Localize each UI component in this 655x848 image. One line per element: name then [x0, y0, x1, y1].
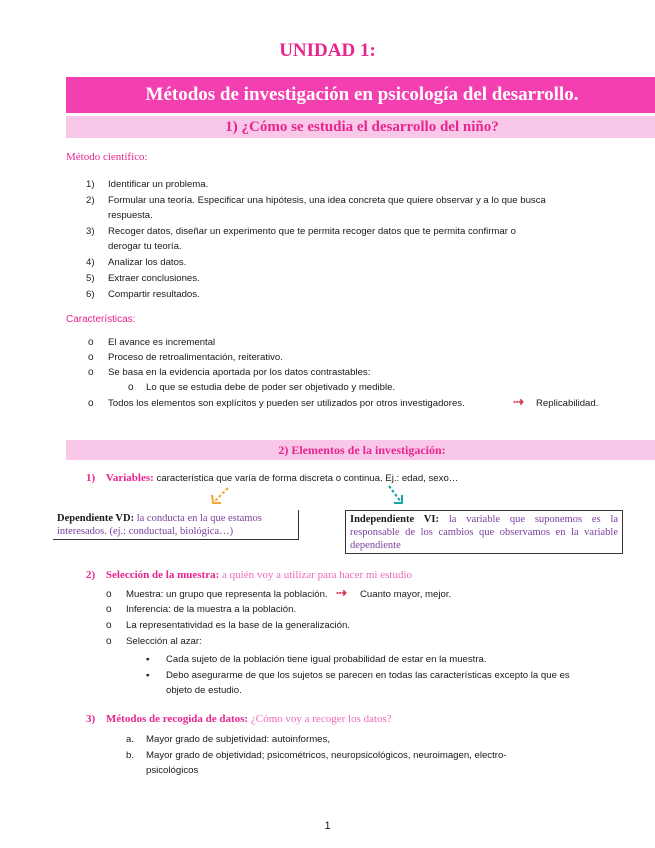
list-item: b. Mayor grado de objetividad; psicométricos, neuropsicológicos, neuroimagen, electro- psicológicos [126, 750, 507, 776]
list-item: o El avance es incremental [88, 337, 216, 348]
bullet-circle-icon: o [106, 589, 112, 600]
list-item: 4) Analizar los datos. [86, 257, 187, 268]
arrow-down-left-icon [206, 486, 236, 508]
caracteristicas-label: Características: [66, 314, 136, 325]
list-item: o Se basa en la evidencia aportada por los datos contrastables: [88, 367, 371, 378]
metodos-list [126, 733, 626, 779]
list-item: 2) Formular una teoría. Especificar una hipótesis, una idea concreta que quiere observar y a lo que busca respuesta. [86, 195, 546, 221]
list-item: o La representatividad es la base de la generalización. [106, 620, 351, 631]
dependiente-box: Dependiente VD: la conducta en la que estamos interesados. (ej.: conductual, biológica…) [53, 510, 299, 540]
bullet-circle-icon: o [88, 398, 94, 409]
unit-title: UNIDAD 1: [279, 40, 376, 61]
list-item: o Todos los elementos son explícitos y pueden ser utilizados por otros investigadores. ⇢ Replicabilidad. [88, 394, 599, 409]
caracteristicas-list [88, 336, 648, 412]
list-item: ▪ Cada sujeto de la población tiene igual probabilidad de estar en la muestra. [146, 654, 487, 665]
muestra-list [106, 585, 636, 699]
list-item: o Proceso de retroalimentación, reiterativo. [88, 352, 283, 363]
list-item: 5) Extraer conclusiones. [86, 273, 200, 284]
list-item: 6) Compartir resultados. [86, 289, 200, 300]
bullet-circle-icon: o [128, 382, 134, 393]
section2-banner [66, 440, 655, 460]
main-banner [66, 77, 655, 113]
list-item: 3) Recoger datos, diseñar un experimento que te permita recoger datos que te permita confirmar o derogar tu teoría. [86, 226, 516, 252]
bullet-circle-icon: o [88, 337, 94, 348]
section1-banner [66, 116, 655, 138]
list-item: o Muestra: un grupo que representa la población. ⇢ Cuanto mayor, mejor. [106, 585, 452, 600]
arrow-right-icon: ⇢ [513, 394, 524, 409]
bullet-circle-icon: o [88, 367, 94, 378]
bullet-square-icon: ▪ [146, 654, 150, 665]
bullet-circle-icon: o [88, 352, 94, 363]
section2-heading: 2) Elementos de la investigación: [278, 443, 446, 457]
bullet-square-icon: ▪ [146, 670, 150, 681]
section1-heading: 1) ¿Cómo se estudia el desarrollo del niño? [225, 119, 499, 135]
main-banner-text: Métodos de investigación en psicología del desarrollo. [145, 84, 579, 105]
bullet-circle-icon: o [106, 604, 112, 615]
metodos-line: 3) Métodos de recogida de datos: ¿Cómo voy a recoger los datos? [86, 713, 392, 725]
arrow-right-icon: ⇢ [336, 585, 347, 600]
variables-line: 1) Variables: característica que varía de forma discreta o continua. Ej.: edad, sexo… [86, 472, 459, 484]
list-item: a. Mayor grado de subjetividad: autoinformes, [126, 734, 330, 745]
page-number: 1 [324, 820, 331, 832]
steps-list [86, 178, 626, 304]
muestra-line: 2) Selección de la muestra: a quién voy a utilizar para hacer mi estudio [86, 569, 412, 581]
bullet-circle-icon: o [106, 620, 112, 631]
list-item: o Inferencia: de la muestra a la población. [106, 604, 297, 615]
list-item: o Selección al azar: [106, 636, 202, 647]
bullet-circle-icon: o [106, 636, 112, 647]
list-item: o Lo que se estudia debe de poder ser objetivado y medible. [128, 382, 396, 393]
list-item: objeto de estudio. [166, 685, 242, 696]
arrow-down-right-icon [385, 484, 411, 510]
list-item: ▪ Debo asegurarme de que los sujetos se parecen en todas las características excepto la que es [146, 670, 570, 681]
list-item: 1) Identificar un problema. [86, 179, 209, 190]
independiente-box: Independiente VI: la variable que suponemos es la responsable de los cambios que observamos en la variable dependiente [345, 510, 623, 554]
metodo-label: Método científico: [66, 151, 148, 163]
